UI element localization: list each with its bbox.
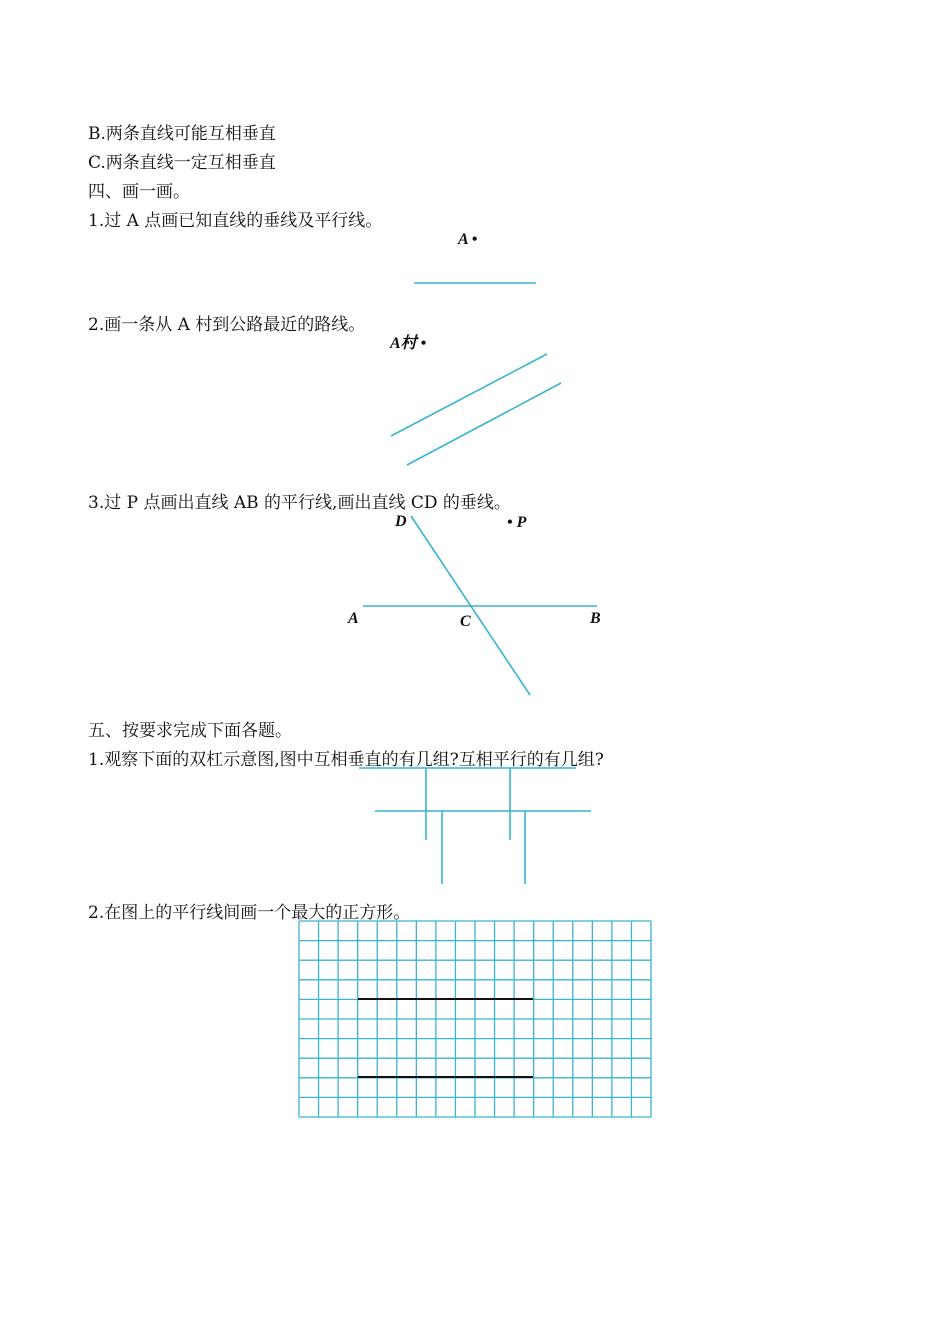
fig2-road-lower [407,383,561,465]
square-grid [299,921,651,1117]
question-4-3: 3.过 P 点画出直线 AB 的平行线,画出直线 CD 的垂线。 [88,493,511,513]
fig2-point-village: A村 • [390,335,427,352]
label-c: C [460,613,471,630]
section-4-heading: 四、画一画。 [88,182,190,202]
label-b: B [590,610,601,627]
label-d: D [395,513,407,530]
label-p: • P [507,514,527,531]
fig2-road-upper [391,354,547,436]
option-b: B.两条直线可能互相垂直 [88,124,276,144]
question-4-1: 1.过 A 点画已知直线的垂线及平行线。 [88,211,383,231]
question-5-2: 2.在图上的平行线间画一个最大的正方形。 [88,903,411,923]
label-a: A [348,610,359,627]
option-c: C.两条直线一定互相垂直 [88,153,276,173]
question-5-1: 1.观察下面的双杠示意图,图中互相垂直的有几组?互相平行的有几组? [88,750,604,770]
question-4-2: 2.画一条从 A 村到公路最近的路线。 [88,315,366,335]
fig1-point-a: A • [458,231,478,248]
section-5-heading: 五、按要求完成下面各题。 [88,721,292,741]
